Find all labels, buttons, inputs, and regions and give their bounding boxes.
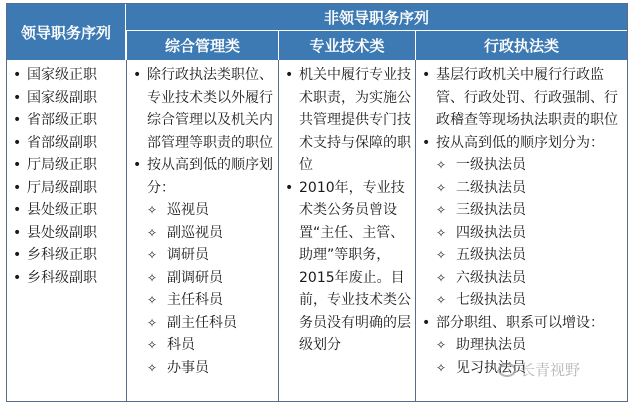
header-comprehensive-management: 综合管理类 — [126, 31, 278, 60]
list-item: • 厅局级正职 — [13, 154, 122, 177]
column-administrative-enforcement — [415, 60, 627, 401]
history-text: • 2010年，专业技术类公务员曾设置“主任、主管、助理”等职务，2015年废止。目前，专业技术类公务员没有明确的层级划分 — [285, 177, 411, 357]
rank-item: ✧ 见习执法员 — [422, 357, 623, 380]
list-item: • 乡科级副职 — [13, 267, 122, 290]
rank-item: ✧ 三级执法员 — [422, 199, 623, 222]
column-leading-posts — [7, 60, 126, 401]
column-comprehensive-management — [126, 60, 278, 401]
description-text: • 基层行政机关中履行行政监管、行政处罚、行政强制、行政稽查等现场执法职责的职位 — [422, 64, 623, 132]
extra-text: • 部分职组、职系可以增设： — [422, 312, 623, 335]
rank-item: ✧ 副巡视员 — [133, 222, 274, 245]
header-administrative-enforcement: 行政执法类 — [415, 31, 627, 60]
header-leading-series: 领导职务序列 — [7, 4, 126, 60]
watermark — [498, 359, 580, 380]
rank-item: ✧ 六级执法员 — [422, 267, 623, 290]
column-professional-technical — [278, 60, 415, 401]
division-text: • 按从高到低的顺序划分： — [133, 154, 274, 199]
header-non-leading-series: 非领导职务序列 — [126, 4, 627, 31]
list-item: • 厅局级副职 — [13, 177, 122, 200]
civil-service-table — [6, 3, 628, 402]
rank-item: ✧ 副主任科员 — [133, 312, 274, 335]
rank-item: ✧ 巡视员 — [133, 199, 274, 222]
rank-item: ✧ 五级执法员 — [422, 244, 623, 267]
rank-item: ✧ 副调研员 — [133, 267, 274, 290]
division-text: • 按从高到低的顺序划分为： — [422, 132, 623, 155]
list-item: • 省部级正职 — [13, 109, 122, 132]
rank-item: ✧ 科员 — [133, 334, 274, 357]
wechat-icon — [498, 363, 516, 377]
description-text: • 机关中履行专业技术职责，为实施公共管理提供专门技术支持与保障的职位 — [285, 64, 411, 177]
list-item: • 县处级正职 — [13, 199, 122, 222]
rank-item: ✧ 调研员 — [133, 244, 274, 267]
rank-item: ✧ 一级执法员 — [422, 154, 623, 177]
list-item: • 乡科级正职 — [13, 244, 122, 267]
rank-item: ✧ 主任科员 — [133, 289, 274, 312]
list-item: • 县处级副职 — [13, 222, 122, 245]
rank-item: ✧ 七级执法员 — [422, 289, 623, 312]
rank-item: ✧ 二级执法员 — [422, 177, 623, 200]
watermark-text: 长青视野 — [520, 361, 581, 379]
list-item: • 国家级正职 — [13, 64, 122, 87]
header-professional-technical: 专业技术类 — [278, 31, 415, 60]
rank-item: ✧ 办事员 — [133, 357, 274, 380]
list-item: • 国家级副职 — [13, 87, 122, 110]
rank-item: ✧ 助理执法员 — [422, 334, 623, 357]
rank-item: ✧ 四级执法员 — [422, 222, 623, 245]
description-text: • 除行政执法类职位、专业技术类以外履行综合管理以及机关内部管理等职责的职位 — [133, 64, 274, 154]
list-item: • 省部级副职 — [13, 132, 122, 155]
